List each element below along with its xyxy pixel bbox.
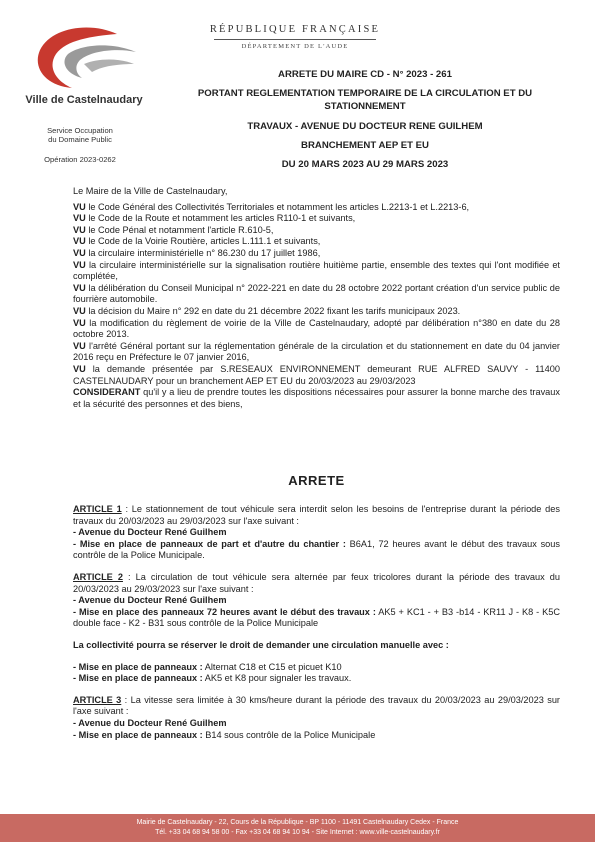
article-3-text: : La vitesse sera limitée à 30 kms/heure durant la période des travaux du 20/03/2023 au 29/03/2023 sur l'axe suivant : (73, 694, 560, 717)
article-3 (73, 695, 560, 718)
ville-name: Ville de Castelnaudary (25, 94, 143, 106)
preamble (73, 186, 560, 410)
collectivite-text: La collectivité pourra se réserver le droit de demander une circulation manuelle avec : (73, 639, 449, 650)
article-2-axe: - Avenue du Docteur René Guilhem (73, 595, 227, 606)
article-3-mise (73, 730, 560, 742)
title-line-3: STATIONNEMENT (324, 101, 406, 112)
article-2-mise-label: - Mise en place des panneaux 72 heures avant le début des travaux : (73, 606, 376, 617)
article-1-axe: - Avenue du Docteur René Guilhem (73, 527, 227, 538)
article-3-axe: - Avenue du Docteur René Guilhem (73, 717, 227, 728)
title-travaux: TRAVAUX - AVENUE DU DOCTEUR RENE GUILHEM (247, 121, 483, 132)
header-divider (214, 39, 376, 40)
vu-text: la circulaire interministérielle n° 86.230 du 17 juillet 1986, (85, 247, 321, 258)
vu-item (73, 202, 560, 214)
footer-contact: Tél. +33 04 68 94 58 00 - Fax +33 04 68 94 10 94 - Site Internet : www.ville-castelnaudary.fr (155, 829, 440, 836)
article-1-label: ARTICLE 1 (73, 504, 122, 514)
vu-item (73, 260, 560, 283)
vu-label: VU (73, 236, 86, 247)
vu-label: VU (73, 340, 86, 351)
vu-label: VU (73, 259, 86, 270)
operation-number: Opération 2023-0262 (44, 155, 116, 164)
considerant-text: qu'il y a lieu de prendre toutes les dispositions nécessaires pour assurer la bonne marche des travaux et la sécurité des personnes et des biens, (73, 387, 560, 409)
vu-label: VU (73, 317, 86, 328)
considerant-paragraph (73, 387, 560, 410)
vu-text: la circulaire interministérielle sur la signalisation routière huitième partie, ensemble des textes qui l'ont modifiée et complétée, (73, 259, 560, 282)
vu-text: le Code de la Voirie Routière, articles L.111.1 et suivants, (85, 236, 321, 247)
vu-label: VU (73, 201, 86, 212)
footer-bar (0, 814, 595, 842)
article-1-mise-label: - Mise en place de panneaux de part et d'autre du chantier : (73, 538, 346, 549)
articles (73, 504, 560, 741)
arrete-heading: ARRETE (288, 473, 345, 488)
title-line-2: PORTANT REGLEMENTATION TEMPORAIRE DE LA CIRCULATION ET DU (197, 88, 533, 99)
vu-text: le Code Général des Collectivités Territoriales et notamment les articles L.2213-1 et L.2213-6, (85, 201, 470, 212)
vu-item (73, 318, 560, 341)
article-2-text: : La circulation de tout véhicule sera alternée par feux tricolores durant la période des travaux du 20/03/2023 au 29/03/2023 sur l'axe suivant : (73, 571, 560, 594)
vu-label: VU (73, 224, 86, 235)
vu-label: VU (73, 247, 86, 258)
article-3-mise-label: - Mise en place de panneaux : (73, 729, 203, 740)
collectivite-item-2-text: AK5 et K8 pour signaler les travaux. (202, 673, 352, 684)
title-dates: DU 20 MARS 2023 AU 29 MARS 2023 (281, 159, 449, 170)
collectivite-item-1 (73, 662, 560, 674)
considerant-label: CONSIDERANT (73, 387, 141, 398)
article-1-mise-text: B6A1, 72 heures avant le début des travaux sous contrôle de la Police Municipale. (73, 538, 560, 561)
vu-item (73, 364, 560, 387)
article-3-label: ARTICLE 3 (73, 694, 122, 705)
maire-line: Le Maire de la Ville de Castelnaudary, (73, 186, 228, 196)
collectivite-item-1-text: Alternat C18 et C15 et picuet K10 (202, 661, 342, 672)
vu-list (73, 202, 560, 388)
vu-item (73, 283, 560, 306)
title-branchement: BRANCHEMENT AEP ET EU (301, 140, 429, 151)
collectivite-item-2-label: - Mise en place de panneaux : (73, 673, 203, 684)
vu-text: la délibération du Conseil Municipal n° 2022-221 en date du 28 octobre 2022 portant création d'un service public de fourrière automobile. (73, 282, 560, 305)
service-label (20, 126, 140, 144)
republique-francaise: RÉPUBLIQUE FRANÇAISE (209, 24, 381, 35)
vu-item (73, 236, 560, 248)
arrete-title-block (150, 68, 580, 171)
vu-item (73, 225, 560, 237)
vu-text: la modification du règlement de voirie de la Ville de Castelnaudary, adopté par délibération n°380 en date du 28 octobre 2013. (73, 317, 560, 340)
vu-text: le Code Pénal et notamment l'article R.610-5, (85, 224, 274, 235)
article-2 (73, 572, 560, 595)
castelnaudary-logo-icon (22, 24, 142, 92)
vu-item (73, 341, 560, 364)
departement-aude: DÉPARTEMENT DE L'AUDE (241, 43, 349, 50)
article-2-mise (73, 607, 560, 630)
collectivite-item-1-label: - Mise en place de panneaux : (73, 661, 203, 672)
article-2-mise-text: AK5 + KC1 - + B3 -b14 - KR11 J - K8 - K5C double face - K2 - B31 sous contrôle de la Police Municipale (73, 606, 560, 629)
vu-label: VU (73, 363, 86, 374)
article-2-label: ARTICLE 2 (73, 571, 123, 582)
vu-item (73, 248, 560, 260)
vu-text: le Code de la Route et notamment les articles R110-1 et suivants, (85, 213, 356, 224)
vu-label: VU (73, 213, 86, 224)
vu-label: VU (73, 305, 86, 316)
vu-label: VU (73, 282, 86, 293)
arrete-number: ARRETE DU MAIRE CD - N° 2023 - 261 (278, 69, 452, 80)
article-1 (73, 504, 560, 527)
article-1-text: : Le stationnement de tout véhicule sera interdit selon les besoins de l'entreprise durant la période des travaux du 20/03/2023 au 29/03/2023 sur l'axe suivant : (73, 504, 560, 526)
service-line-1: Service Occupation (47, 126, 113, 135)
footer-address: Mairie de Castelnaudary - 22, Cours de la République - BP 1100 - 11491 Castelnaudary Cedex - France (136, 819, 459, 826)
article-3-mise-text: B14 sous contrôle de la Police Municipale (202, 729, 376, 740)
vu-text: l'arrêté Général portant sur la réglementation générale de la circulation et du stationnement en date du 04 janvier 2016 reçu en Préfecture le 07 janvier 2016, (73, 340, 560, 363)
service-line-2: du Domaine Public (48, 135, 112, 144)
vu-text: la décision du Maire n° 292 en date du 21 décembre 2022 fixant les tarifs municipaux 2023. (85, 305, 461, 316)
vu-item (73, 213, 560, 225)
vu-text: la demande présentée par S.RESEAUX ENVIRONNEMENT demeurant RUE ALFRED SAUVY - 11400 CASTELNAUDARY pour un branchement AEP ET EU du 20/03/2023 au 29/03/2023 (73, 363, 560, 386)
article-1-mise (73, 539, 560, 562)
vu-item (73, 306, 560, 318)
collectivite-item-2 (73, 673, 560, 685)
